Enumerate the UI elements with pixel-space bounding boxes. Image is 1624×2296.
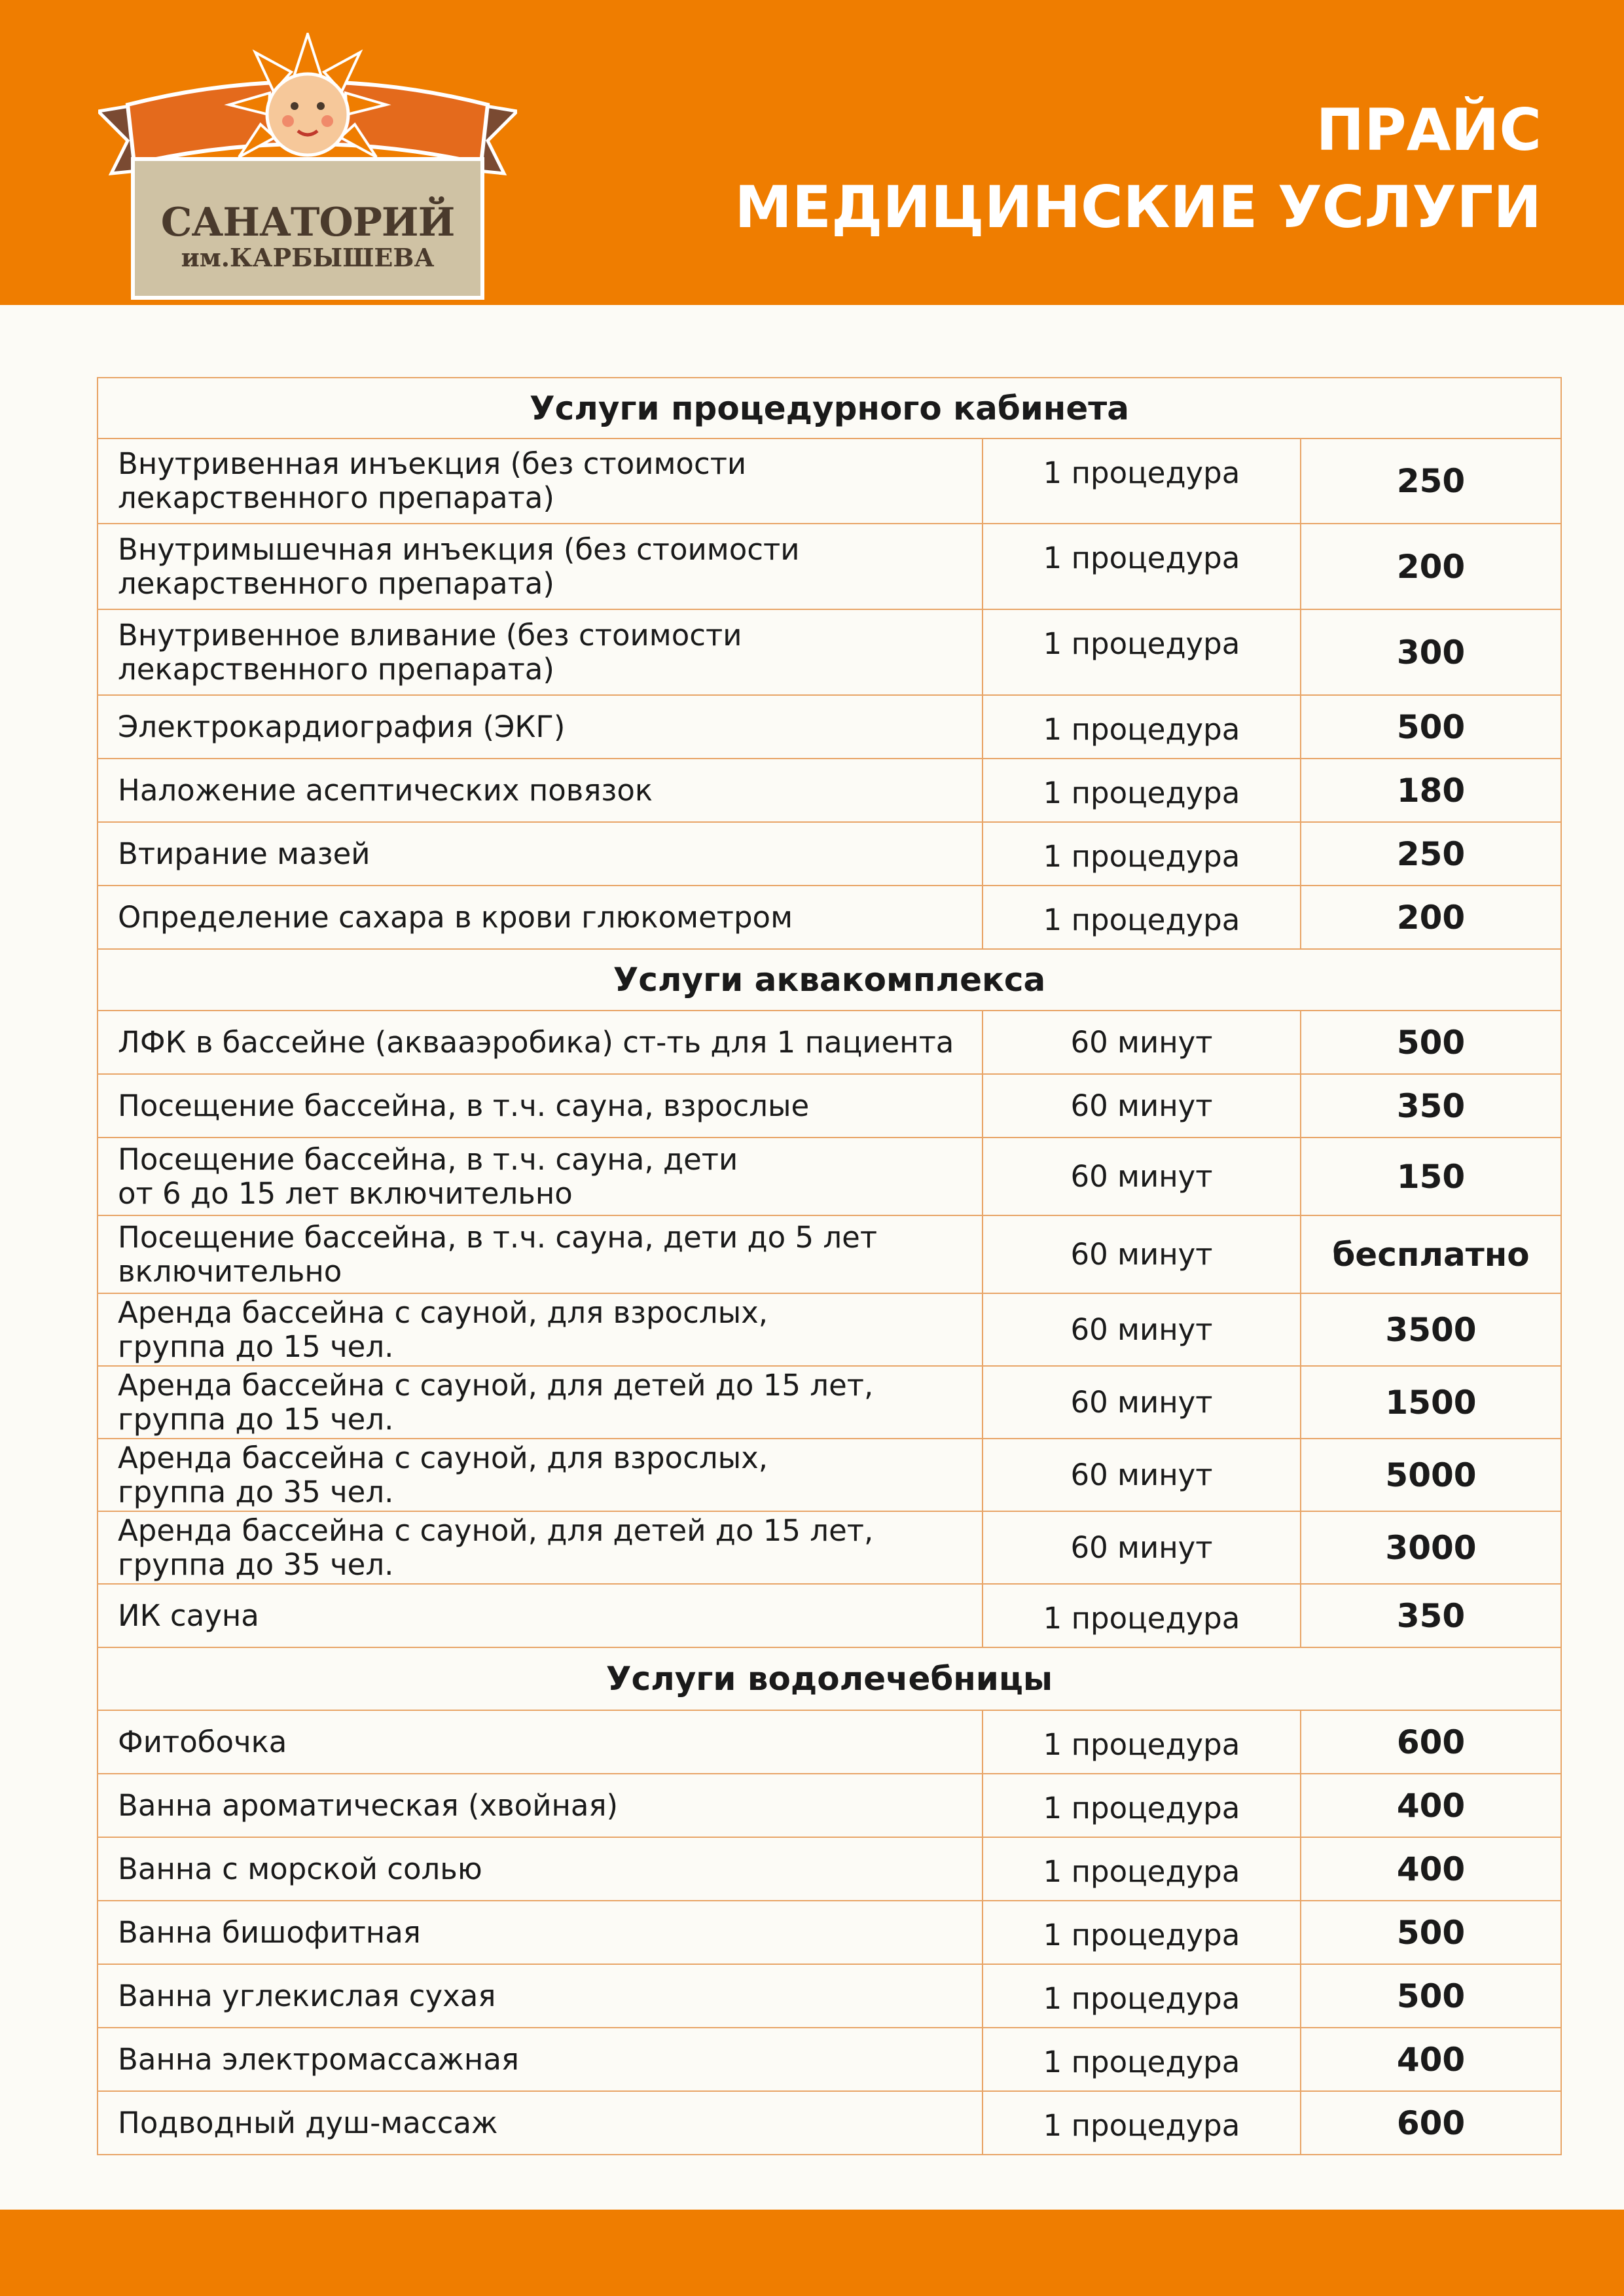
service-name-line: Ванна бишофитная xyxy=(118,1914,421,1950)
table-row xyxy=(98,1215,1561,1293)
table-row xyxy=(98,2091,1561,2155)
service-name-line: Подводный душ-массаж xyxy=(118,2105,498,2140)
service-price: 150 xyxy=(1301,1138,1561,1215)
service-name-line: группа до 35 чел. xyxy=(118,1474,394,1509)
service-unit: 1 процедура xyxy=(983,1964,1301,2028)
service-name xyxy=(98,886,983,949)
logo-name: САНАТОРИЙ xyxy=(160,200,455,245)
service-name xyxy=(98,1011,983,1074)
table-row xyxy=(98,439,1561,524)
service-price: 500 xyxy=(1301,1964,1561,2028)
service-unit: 1 процедура xyxy=(983,822,1301,886)
service-name-line: Посещение бассейна, в т.ч. сауна, дети до 5 лет xyxy=(118,1219,878,1255)
service-name-line: группа до 15 чел. xyxy=(118,1401,394,1437)
service-name-line: Внутривенная инъекция (без стоимости xyxy=(118,446,747,481)
service-price: 3500 xyxy=(1301,1293,1561,1366)
service-name-line: Аренда бассейна с сауной, для детей до 15 лет, xyxy=(118,1513,874,1548)
service-price: 350 xyxy=(1301,1584,1561,1647)
section-title: Услуги аквакомплекса xyxy=(98,949,1561,1011)
service-name-line: Наложение асептических повязок xyxy=(118,772,653,808)
table-row xyxy=(98,886,1561,949)
table-row xyxy=(98,1584,1561,1647)
service-unit: 1 процедура xyxy=(983,439,1301,524)
service-name xyxy=(98,1774,983,1837)
table-row xyxy=(98,1439,1561,1511)
service-name-line: Внутримышечная инъекция (без стоимости xyxy=(118,531,800,567)
service-name-line: Посещение бассейна, в т.ч. сауна, дети xyxy=(118,1141,738,1177)
service-unit: 60 минут xyxy=(983,1074,1301,1138)
price-table xyxy=(97,377,1562,2155)
service-unit: 60 минут xyxy=(983,1215,1301,1293)
service-name xyxy=(98,1439,983,1511)
service-name xyxy=(98,1511,983,1584)
service-name-line: Втирание мазей xyxy=(118,836,370,871)
service-name xyxy=(98,1901,983,1964)
service-price: 400 xyxy=(1301,1774,1561,1837)
footer-band xyxy=(0,2210,1624,2296)
service-name-line: Аренда бассейна с сауной, для взрослых, xyxy=(118,1295,768,1330)
service-price: 500 xyxy=(1301,1011,1561,1074)
service-unit: 1 процедура xyxy=(983,886,1301,949)
table-row xyxy=(98,1710,1561,1774)
section-title: Услуги процедурного кабинета xyxy=(98,378,1561,439)
service-unit: 1 процедура xyxy=(983,1584,1301,1647)
page-title xyxy=(734,92,1542,246)
service-name xyxy=(98,609,983,695)
service-name xyxy=(98,1584,983,1647)
table-row xyxy=(98,822,1561,886)
service-price: 400 xyxy=(1301,2028,1561,2091)
service-price: 500 xyxy=(1301,1901,1561,1964)
service-unit: 1 процедура xyxy=(983,1901,1301,1964)
service-name-line: включительно xyxy=(118,1253,342,1289)
service-price: 250 xyxy=(1301,439,1561,524)
service-name-line: Аренда бассейна с сауной, для детей до 15 лет, xyxy=(118,1367,874,1403)
service-name-line: группа до 35 чел. xyxy=(118,1547,394,1582)
service-unit: 1 процедура xyxy=(983,524,1301,609)
table-row xyxy=(98,1837,1561,1901)
service-unit: 1 процедура xyxy=(983,1774,1301,1837)
table-row xyxy=(98,1366,1561,1439)
section-header xyxy=(98,949,1561,1011)
service-unit: 1 процедура xyxy=(983,2028,1301,2091)
service-name-line: Определение сахара в крови глюкометром xyxy=(118,899,793,935)
title-line-1: ПРАЙС xyxy=(1316,96,1542,164)
sanatorium-logo xyxy=(98,33,517,275)
service-unit: 60 минут xyxy=(983,1366,1301,1439)
section-header xyxy=(98,1647,1561,1710)
service-price: 350 xyxy=(1301,1074,1561,1138)
service-price: 3000 xyxy=(1301,1511,1561,1584)
table-row xyxy=(98,1901,1561,1964)
service-name-line: Ванна с морской солью xyxy=(118,1851,482,1886)
service-name-line: Ванна углекислая сухая xyxy=(118,1978,496,2013)
service-price: 200 xyxy=(1301,886,1561,949)
title-line-2: МЕДИЦИНСКИЕ УСЛУГИ xyxy=(734,173,1542,241)
service-price: 1500 xyxy=(1301,1366,1561,1439)
service-name-line: Электрокардиография (ЭКГ) xyxy=(118,709,566,744)
service-name-line: Ванна ароматическая (хвойная) xyxy=(118,1787,619,1823)
table-row xyxy=(98,1138,1561,1215)
service-price: 300 xyxy=(1301,609,1561,695)
table-row xyxy=(98,1964,1561,2028)
table-row xyxy=(98,609,1561,695)
service-name-line: лекарственного препарата) xyxy=(118,565,554,601)
service-name-line: группа до 15 чел. xyxy=(118,1329,394,1364)
service-unit: 60 минут xyxy=(983,1138,1301,1215)
service-name xyxy=(98,1366,983,1439)
service-price: 500 xyxy=(1301,695,1561,759)
table-row xyxy=(98,695,1561,759)
service-price: бесплатно xyxy=(1301,1215,1561,1293)
service-name xyxy=(98,695,983,759)
table-row xyxy=(98,1074,1561,1138)
service-name xyxy=(98,1964,983,2028)
table-row xyxy=(98,2028,1561,2091)
table-row xyxy=(98,1011,1561,1074)
service-name xyxy=(98,1138,983,1215)
table-row xyxy=(98,1293,1561,1366)
table-row xyxy=(98,1774,1561,1837)
service-name xyxy=(98,1215,983,1293)
service-price: 250 xyxy=(1301,822,1561,886)
service-unit: 1 процедура xyxy=(983,1837,1301,1901)
service-name xyxy=(98,2028,983,2091)
service-unit: 1 процедура xyxy=(983,759,1301,822)
service-name xyxy=(98,1293,983,1366)
service-price: 400 xyxy=(1301,1837,1561,1901)
service-name-line: Аренда бассейна с сауной, для взрослых, xyxy=(118,1440,768,1475)
table-row xyxy=(98,524,1561,609)
service-price: 600 xyxy=(1301,1710,1561,1774)
service-price: 200 xyxy=(1301,524,1561,609)
logo-subname: им.КАРБЫШЕВА xyxy=(181,243,435,272)
service-name-line: лекарственного препарата) xyxy=(118,651,554,687)
service-name-line: ИК сауна xyxy=(118,1598,259,1633)
service-name-line: Ванна электромассажная xyxy=(118,2041,519,2077)
service-unit: 60 минут xyxy=(983,1011,1301,1074)
service-name-line: от 6 до 15 лет включительно xyxy=(118,1175,573,1211)
service-price: 5000 xyxy=(1301,1439,1561,1511)
service-name-line: Фитобочка xyxy=(118,1724,287,1759)
table-row xyxy=(98,1511,1561,1584)
service-name xyxy=(98,759,983,822)
service-unit: 1 процедура xyxy=(983,1710,1301,1774)
service-unit: 60 минут xyxy=(983,1439,1301,1511)
service-price: 180 xyxy=(1301,759,1561,822)
service-unit: 1 процедура xyxy=(983,2091,1301,2155)
service-price: 600 xyxy=(1301,2091,1561,2155)
service-name-line: лекарственного препарата) xyxy=(118,480,554,515)
service-name xyxy=(98,524,983,609)
table-row xyxy=(98,759,1561,822)
service-name xyxy=(98,2091,983,2155)
logo-plaque xyxy=(131,157,484,300)
service-unit: 1 процедура xyxy=(983,609,1301,695)
service-name xyxy=(98,1837,983,1901)
service-unit: 1 процедура xyxy=(983,695,1301,759)
service-name-line: Посещение бассейна, в т.ч. сауна, взрослые xyxy=(118,1088,810,1123)
service-name xyxy=(98,1710,983,1774)
service-name xyxy=(98,822,983,886)
service-unit: 60 минут xyxy=(983,1511,1301,1584)
service-name-line: ЛФК в бассейне (аквааэробика) ст-ть для 1 пациента xyxy=(118,1024,954,1060)
section-title: Услуги водолечебницы xyxy=(98,1647,1561,1710)
service-name xyxy=(98,1074,983,1138)
service-name xyxy=(98,439,983,524)
section-header xyxy=(98,378,1561,439)
service-name-line: Внутривенное вливание (без стоимости xyxy=(118,617,742,653)
service-unit: 60 минут xyxy=(983,1293,1301,1366)
